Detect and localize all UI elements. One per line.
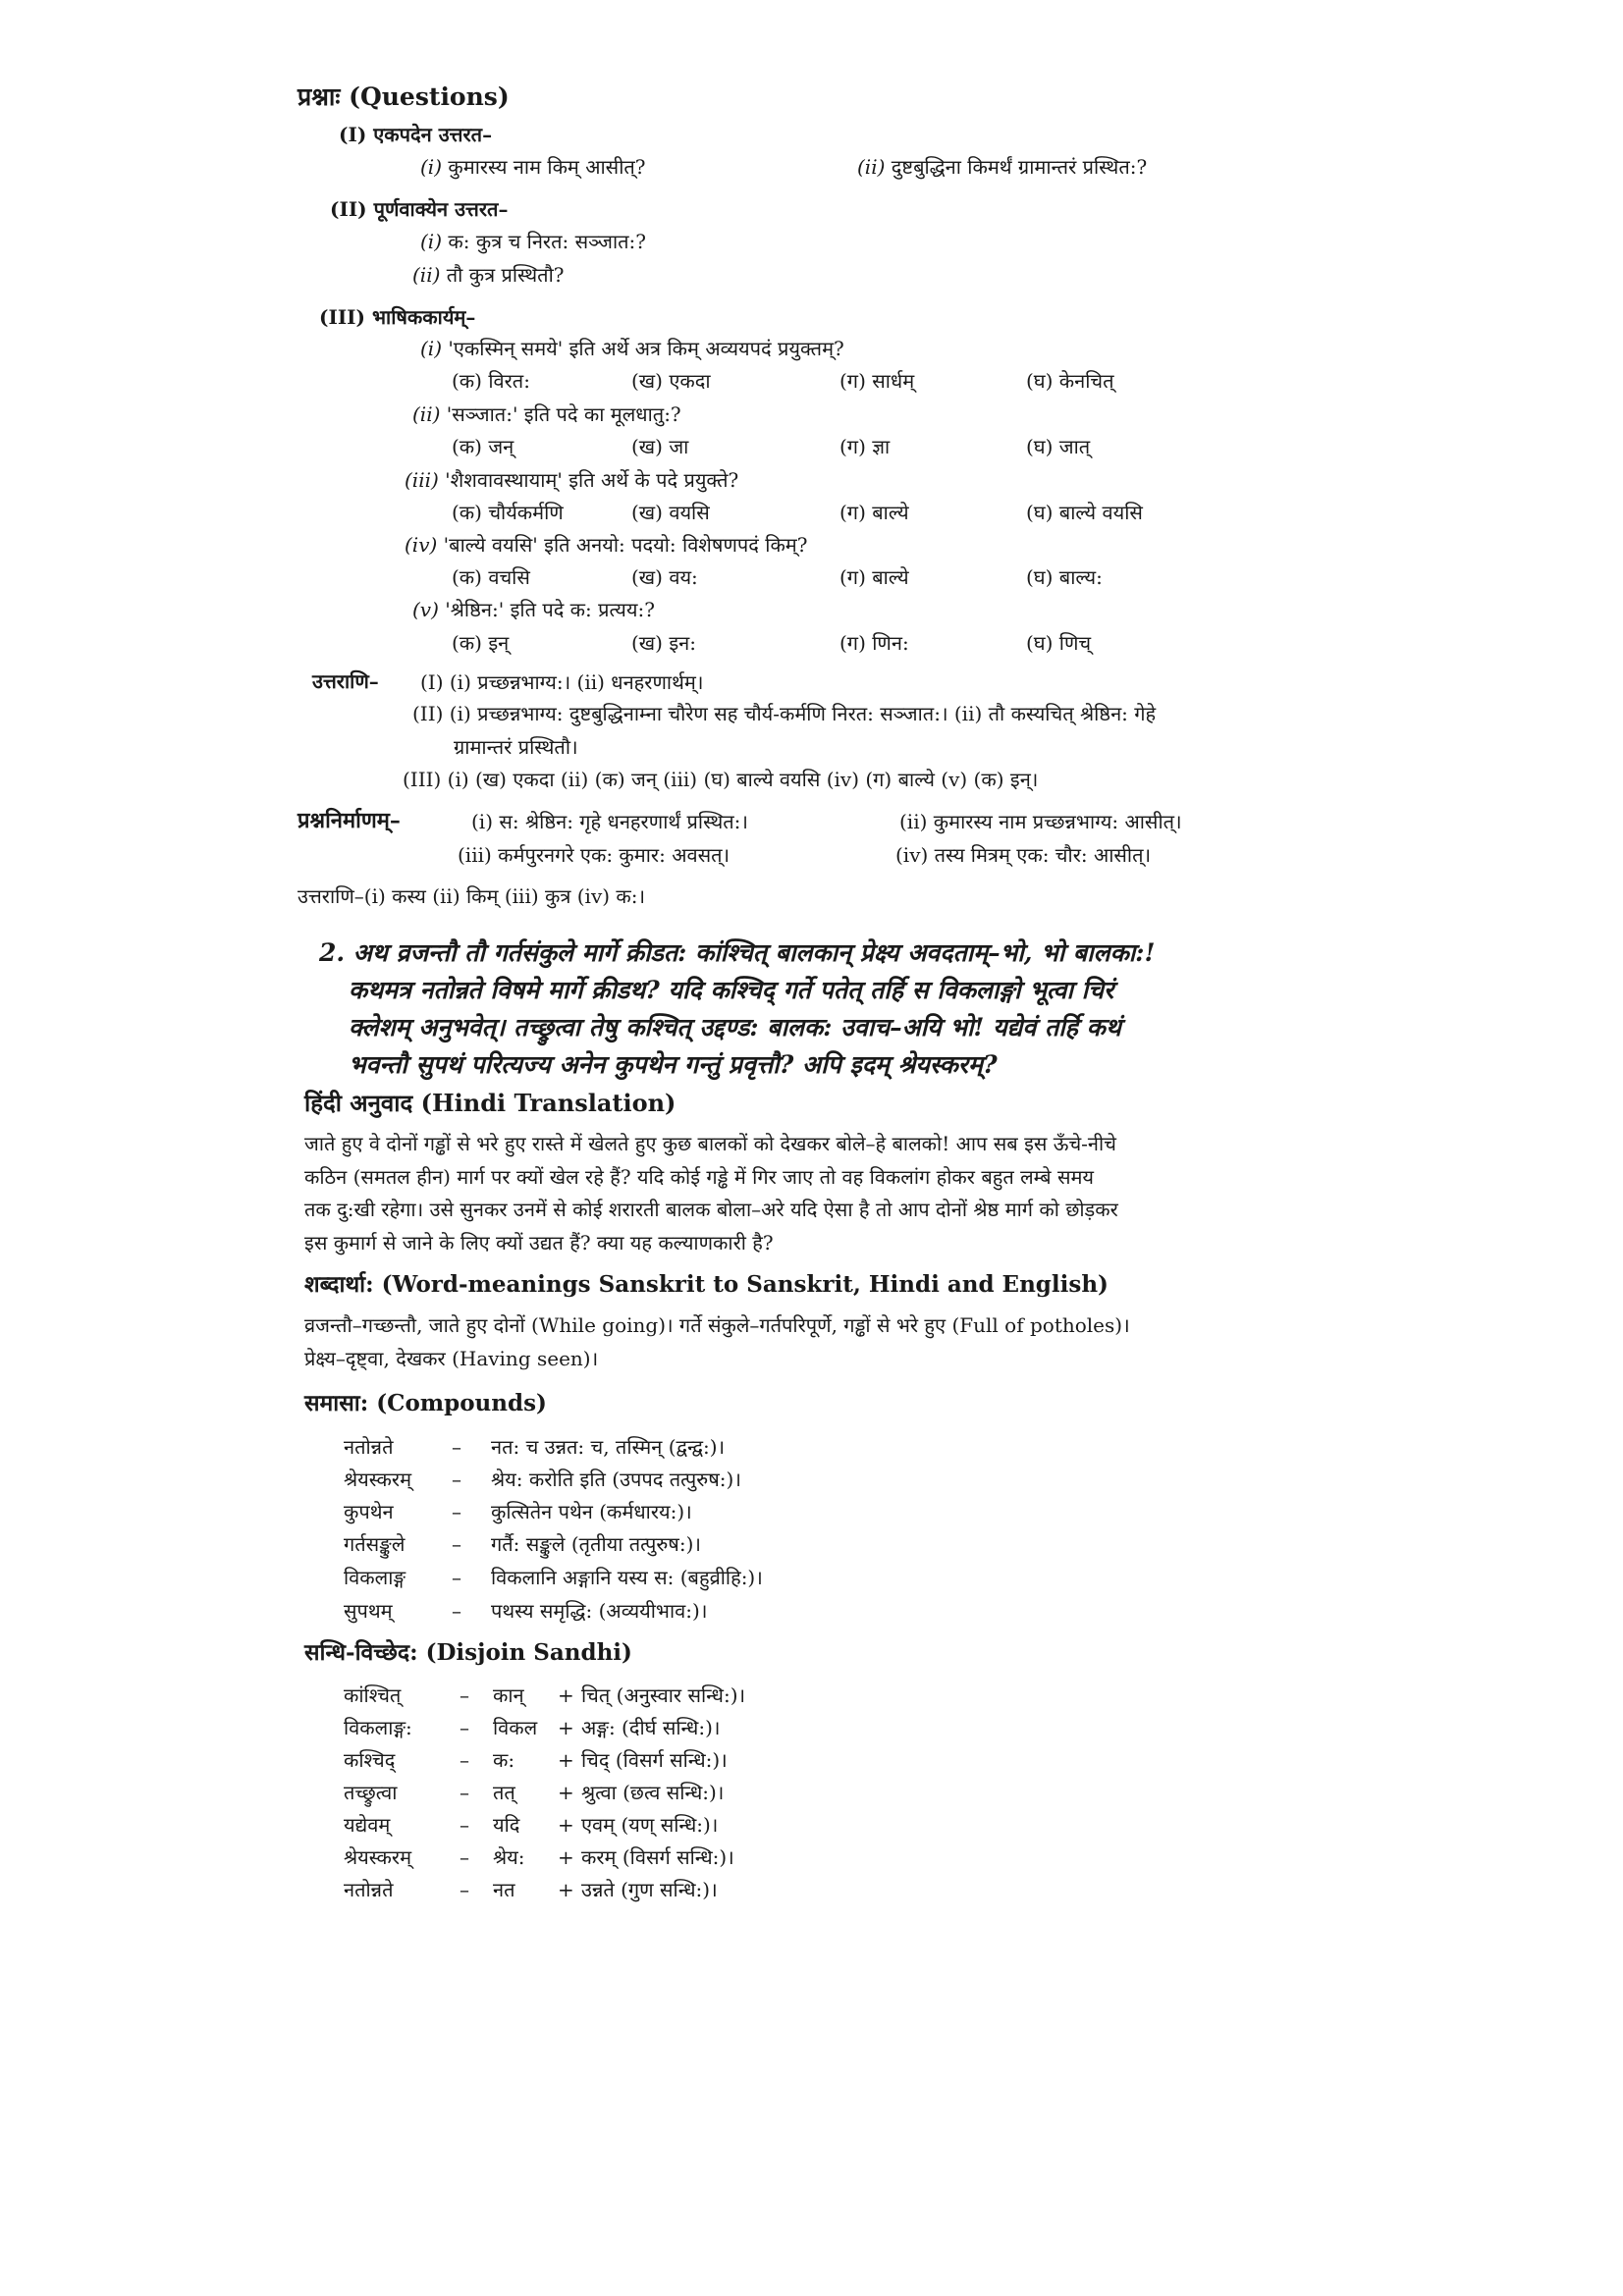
passage-line-4: भवन्तौ सुपथं परित्यज्य अनेन कुपथेन गन्तुं प्रवृत्तौ? अपि इदम् श्रेयस्करम्?: [349, 1050, 998, 1079]
question-text: 'श्रेष्ठिन:' इति पदे क: प्रत्यय:?: [445, 598, 655, 621]
question-num: (i): [420, 155, 443, 179]
question-text: कुमारस्य नाम किम् आसीत्?: [448, 155, 646, 179]
option: (ग) बाल्ये: [839, 565, 909, 589]
question-num: (ii): [412, 402, 441, 426]
passage-line-3: क्लेशम् अनुभवेत्। तच्छ्रुत्वा तेषु कश्चित् उद्दण्ड: बालक: उवाच–अयि भो! यद्येवं तर्हि कथं: [349, 1013, 1121, 1041]
option: (घ) बाल्ये वयसि: [1026, 501, 1143, 524]
sandhi-part-b: श्रुत्वा (छत्व सन्धि:)।: [581, 1781, 725, 1804]
compound-explanation: नत: च उन्नत: च, तस्मिन् (द्वन्द्व:)।: [491, 1435, 726, 1459]
sandhi-word: विकलाङ्ग:: [344, 1716, 412, 1739]
plus: +: [558, 1781, 574, 1804]
plus: +: [558, 1683, 574, 1707]
word-meanings-line-2: प्रेक्ष्य–दृष्ट्वा, देखकर (Having seen)।: [304, 1347, 599, 1370]
word-meanings-heading: शब्दार्था: (Word-meanings Sanskrit to Sanskrit, Hindi and English): [304, 1271, 1109, 1298]
dash: –: [460, 1716, 469, 1739]
compound-word: विकलाङ्ग: [344, 1566, 406, 1589]
sandhi-part-a: यदि: [493, 1813, 520, 1837]
sandhi-part-a: कान्: [493, 1683, 524, 1707]
compound-explanation: श्रेय: करोति इति (उपपद तत्पुरुष:)।: [491, 1468, 741, 1491]
plus: +: [558, 1716, 574, 1739]
sandhi-word: यद्येवम्: [344, 1813, 391, 1837]
section-i-label: (I) एकपदेन उत्तरत–: [339, 123, 493, 146]
question-iii-4: [405, 535, 808, 555]
question-iii-1: [420, 339, 844, 358]
question-text: 'सञ्जात:' इति पदे का मूलधातु:?: [446, 402, 681, 426]
compounds-heading: समासा: (Compounds): [304, 1390, 547, 1416]
hindi-line-2: कठिन (समतल हीन) मार्ग पर क्यों खेल रहे हैं? यदि कोई गड्ढे में गिर जाए तो वह विकलांग होकर बहुत लम्बे समय: [304, 1165, 1095, 1189]
compound-explanation: विकलानि अङ्गानि यस्य स: (बहुव्रीहि:)।: [491, 1566, 763, 1589]
option: (क) विरत:: [452, 369, 530, 393]
question-num: (i): [420, 230, 443, 253]
sandhi-part-a: श्रेय:: [493, 1845, 525, 1869]
compound-word: नतोन्नते: [344, 1435, 394, 1459]
compound-word: गर्तसङ्कुले: [344, 1532, 406, 1556]
option: (क) वचसि: [452, 565, 530, 589]
hindi-line-3: तक दु:खी रहेगा। उसे सुनकर उनमें से कोई शरारती बालक बोला–अरे यदि ऐसा है तो आप दोनों श्रेष्ठ मार्ग को छोड़कर: [304, 1198, 1118, 1221]
question-iii-2: [412, 404, 681, 424]
question-num: (ii): [412, 263, 441, 287]
prashna-nirmanam-label: प्रश्ननिर्माणम्–: [298, 808, 401, 833]
compound-explanation: पथस्य समृद्धि: (अव्ययीभाव:)।: [491, 1599, 708, 1623]
option: (घ) जात्: [1026, 435, 1091, 458]
plus: +: [558, 1878, 574, 1901]
sandhi-part-a: तत्: [493, 1781, 515, 1804]
question-text: 'शैशवावस्थायाम्' इति अर्थे के पदे प्रयुक्ते?: [445, 468, 739, 492]
sandhi-part-a: नत: [493, 1878, 515, 1901]
sandhi-word: श्रेयस्करम्: [344, 1845, 412, 1869]
sandhi-part-b: करम् (विसर्ग सन्धि:)।: [581, 1845, 734, 1869]
sandhi-part-b: चित् (अनुस्वार सन्धि:)।: [581, 1683, 746, 1707]
question-iii-3: [405, 470, 738, 490]
option: (ग) ज्ञा: [839, 435, 891, 458]
compound-word: कुपथेन: [344, 1500, 394, 1523]
dash: –: [460, 1781, 469, 1804]
passage-line-1: 2. अथ व्रजन्तौ तौ गर्तसंकुले मार्गे क्रीडत: कांश्चित् बालकान् प्रेक्ष्य अवदताम्–भो, भो बालका:!: [319, 938, 1156, 967]
sandhi-heading: सन्धि-विच्छेद: (Disjoin Sandhi): [304, 1639, 632, 1666]
question-text: 'एकस्मिन् समये' इति अर्थे अत्र किम् अव्ययपदं प्रयुक्तम्?: [448, 337, 844, 360]
dash: –: [460, 1878, 469, 1901]
plus: +: [558, 1845, 574, 1869]
sandhi-word: कांश्चित्: [344, 1683, 402, 1707]
prashna-answers: उत्तराणि–(i) कस्य (ii) किम् (iii) कुत्र (iv) क:।: [298, 884, 646, 908]
option: (क) जन्: [452, 435, 514, 458]
answers-iii: (III) (i) (ख) एकदा (ii) (क) जन् (iii) (घ) बाल्ये वयसि (iv) (ग) बाल्ये (v) (क) इन्।: [403, 768, 1039, 791]
question-text: 'बाल्ये वयसि' इति अनयो: पदयो: विशेषणपदं किम्?: [443, 533, 808, 557]
option: (घ) बाल्य:: [1026, 565, 1103, 589]
question-iii-5: [412, 600, 655, 619]
questions-heading: प्रश्नाः (Questions): [298, 82, 510, 111]
question-num: (v): [412, 598, 439, 621]
plus: +: [558, 1748, 574, 1772]
sandhi-part-b: चिद् (विसर्ग सन्धि:)।: [581, 1748, 728, 1772]
compound-word: सुपथम्: [344, 1599, 393, 1623]
passage-line-2: कथमत्र नतोन्नते विषमे मार्गे क्रीडथ? यदि कश्चिद् गर्ते पतेत् तर्हि स विकलाङ्गो भूत्वा चिरं: [349, 976, 1114, 1004]
word-meanings-line-1: व्रजन्तौ–गच्छन्तौ, जाते हुए दोनों (While going)। गर्ते संकुले–गर्तपरिपूर्णे, गड्ढों से भरे हुए (Full of potholes)।: [304, 1313, 1130, 1337]
option: (ग) णिन:: [839, 631, 909, 655]
dash: –: [460, 1813, 469, 1837]
question-num: (i): [420, 337, 443, 360]
hindi-line-1: जाते हुए वे दोनों गड्ढों से भरे हुए रास्ते में खेलते हुए कुछ बालकों को देखकर बोले–हे बालको! आप सब इस ऊँचे-नीचे: [304, 1132, 1116, 1155]
compound-explanation: कुत्सितेन पथेन (कर्मधारय:)।: [491, 1500, 692, 1523]
dash: –: [452, 1500, 461, 1523]
option: (क) चौर्यकर्मणि: [452, 501, 564, 524]
question-i-2: [857, 157, 1147, 177]
sandhi-part-b: उन्नते (गुण सन्धि:)।: [581, 1878, 718, 1901]
section-ii-label: (II) पूर्णवाक्येन उत्तरत–: [330, 197, 509, 221]
sandhi-word: कश्चिद्: [344, 1748, 396, 1772]
dash: –: [460, 1748, 469, 1772]
option: (घ) केनचित्: [1026, 369, 1114, 393]
question-num: (ii): [857, 155, 886, 179]
question-ii-2: [412, 265, 564, 285]
option: (ख) जा: [631, 435, 689, 458]
hindi-translation-heading: हिंदी अनुवाद (Hindi Translation): [304, 1089, 676, 1117]
dash: –: [452, 1566, 461, 1589]
option: (क) इन्: [452, 631, 510, 655]
option: (ग) बाल्ये: [839, 501, 909, 524]
prashna-i: (i) स: श्रेष्ठिन: गृहे धनहरणार्थं प्रस्थित:।: [471, 810, 748, 833]
answers-ii-line2: ग्रामान्तरं प्रस्थितौ।: [454, 735, 578, 759]
dash: –: [460, 1845, 469, 1869]
sandhi-part-a: क:: [493, 1748, 515, 1772]
question-text: तौ कुत्र प्रस्थितौ?: [446, 263, 565, 287]
answers-ii-line1: (II) (i) प्रच्छन्नभाग्य: दुष्टबुद्धिनाम्ना चौरेण सह चौर्य-कर्मणि निरत: सञ्जात:। (ii) तौ कस्यचित् श्रेष्ठिन: गेहे: [412, 702, 1157, 725]
option: (ख) वय:: [631, 565, 698, 589]
option: (ख) एकदा: [631, 369, 711, 393]
question-num: (iii): [405, 468, 439, 492]
sandhi-part-b: एवम् (यण् सन्धि:)।: [581, 1813, 719, 1837]
question-text: क: कुत्र च निरत: सञ्जात:?: [448, 230, 647, 253]
sandhi-word: नतोन्नते: [344, 1878, 394, 1901]
compound-word: श्रेयस्करम्: [344, 1468, 412, 1491]
option: (ख) वयसि: [631, 501, 710, 524]
prashna-ii: (ii) कुमारस्य नाम प्रच्छन्नभाग्य: आसीत्।: [899, 810, 1182, 833]
compound-explanation: गर्तै: सङ्कुले (तृतीया तत्पुरुष:)।: [491, 1532, 701, 1556]
dash: –: [460, 1683, 469, 1707]
option: (घ) णिच्: [1026, 631, 1092, 655]
dash: –: [452, 1532, 461, 1556]
question-num: (iv): [405, 533, 438, 557]
hindi-line-4: इस कुमार्ग से जाने के लिए क्यों उद्यत हैं? क्या यह कल्याणकारी है?: [304, 1231, 774, 1255]
option: (ख) इन:: [631, 631, 696, 655]
prashna-iv: (iv) तस्य मित्रम् एक: चौर: आसीत्।: [895, 843, 1152, 867]
answers-i: (I) (i) प्रच्छन्नभाग्य:। (ii) धनहरणार्थम्।: [420, 670, 704, 694]
dash: –: [452, 1435, 461, 1459]
sandhi-part-b: अङ्ग: (दीर्घ सन्धि:)।: [581, 1716, 721, 1739]
question-ii-1: [420, 232, 646, 251]
answers-label: उत्तराणि–: [312, 669, 379, 693]
option: (ग) सार्धम्: [839, 369, 915, 393]
question-text: दुष्टबुद्धिना किमर्थं ग्रामान्तरं प्रस्थित:?: [891, 155, 1148, 179]
sandhi-part-a: विकल: [493, 1716, 538, 1739]
question-i-1: [420, 157, 646, 177]
section-iii-label: (III) भाषिककार्यम्–: [319, 305, 476, 329]
plus: +: [558, 1813, 574, 1837]
dash: –: [452, 1468, 461, 1491]
prashna-iii: (iii) कर्मपुरनगरे एक: कुमार: अवसत्।: [458, 843, 730, 867]
sandhi-word: तच्छ्रुत्वा: [344, 1781, 398, 1804]
dash: –: [452, 1599, 461, 1623]
